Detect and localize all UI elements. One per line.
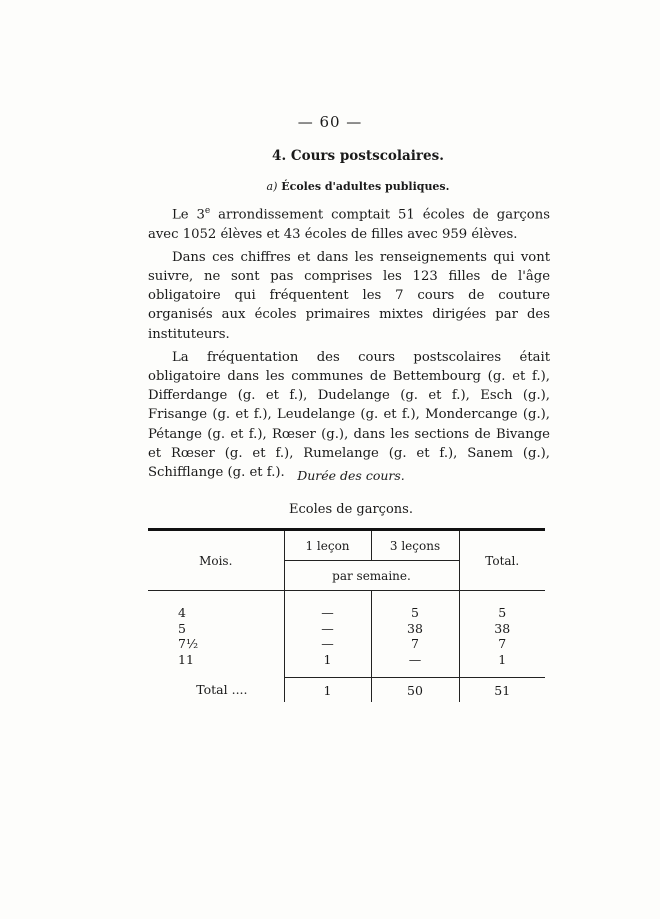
total-label: Total ....: [148, 678, 284, 703]
header-mois: Mois.: [148, 531, 284, 591]
header-one-lesson: 1 leçon: [284, 531, 371, 561]
paragraph-2: Dans ces chiffres et dans les renseignements qui vont suivre, ne sont pas comprises les 123 filles de l'âge obligatoire qui fréquentent les 7 cours de couture organisés aux écoles primaires mixtes dirigées par des instituteurs.: [148, 249, 550, 342]
row-mois: 7½: [148, 636, 284, 652]
row-total: 38: [494, 620, 511, 636]
row-total: 1: [498, 651, 507, 667]
page-number: — 60 —: [297, 113, 363, 131]
table-row: [148, 621, 545, 637]
subsection-letter: a): [266, 180, 278, 193]
row-three-lessons: —: [371, 652, 459, 678]
paragraph-1: [148, 202, 550, 244]
paragraph-3: La fréquentation des cours postscolaires était obligatoire dans les communes de Bettembourg (g. et f.), Differdange (g. et f.), Dudelange (g. et f.), Esch (g.), Frisange (g. et f.), Leudelange (g. et f.), Mondercange (g.), Pétange (g. et f.), Rœser (g.), dans les sections de Bivange et Rœser (g. et f.), Rumelange (g. et f.), Sanem (g.), Schifflange (g. et f.).: [148, 349, 550, 481]
row-one-lesson: —: [284, 636, 371, 652]
row-mois: 5: [148, 621, 284, 637]
header-per-week: par semaine.: [284, 561, 459, 591]
total-total: 51: [459, 678, 545, 703]
header-total: Total.: [459, 531, 545, 591]
duration-table: [148, 528, 545, 702]
table-total-row: [148, 678, 545, 703]
row-one-lesson: —: [284, 621, 371, 637]
subsection-title: [0, 180, 660, 193]
table-title: Ecoles de garçons.: [289, 502, 413, 517]
subsection-title-text: Écoles d'adultes publiques.: [281, 180, 450, 193]
paragraph-1-rest: arrondissement comptait 51 écoles de garçons avec 1052 élèves et 43 écoles de filles avec 959 élèves.: [148, 207, 550, 242]
row-three-lessons: 7: [371, 636, 459, 652]
header-three-lessons: 3 leçons: [371, 531, 459, 561]
table-row: [148, 591, 545, 621]
body-text: [148, 202, 550, 486]
row-total: 5: [498, 605, 507, 620]
row-three-lessons: 5: [371, 591, 459, 621]
table-caption: Durée des cours.: [297, 468, 405, 483]
row-mois: 11: [148, 652, 284, 678]
total-three-lessons: 50: [371, 678, 459, 703]
row-one-lesson: —: [284, 591, 371, 621]
table-row: [148, 636, 545, 652]
row-total: 7: [498, 636, 507, 651]
total-one-lesson: 1: [284, 678, 371, 703]
paragraph-1-superscript: e: [204, 206, 211, 216]
table-header-row-1: [148, 531, 545, 561]
row-three-lessons: 38: [371, 621, 459, 637]
paragraph-1-start: Le 3: [172, 207, 205, 223]
section-title: 4. Cours postscolaires.: [272, 148, 444, 164]
row-mois: 4: [148, 591, 284, 621]
table-row: [148, 652, 545, 678]
row-one-lesson: 1: [284, 652, 371, 678]
